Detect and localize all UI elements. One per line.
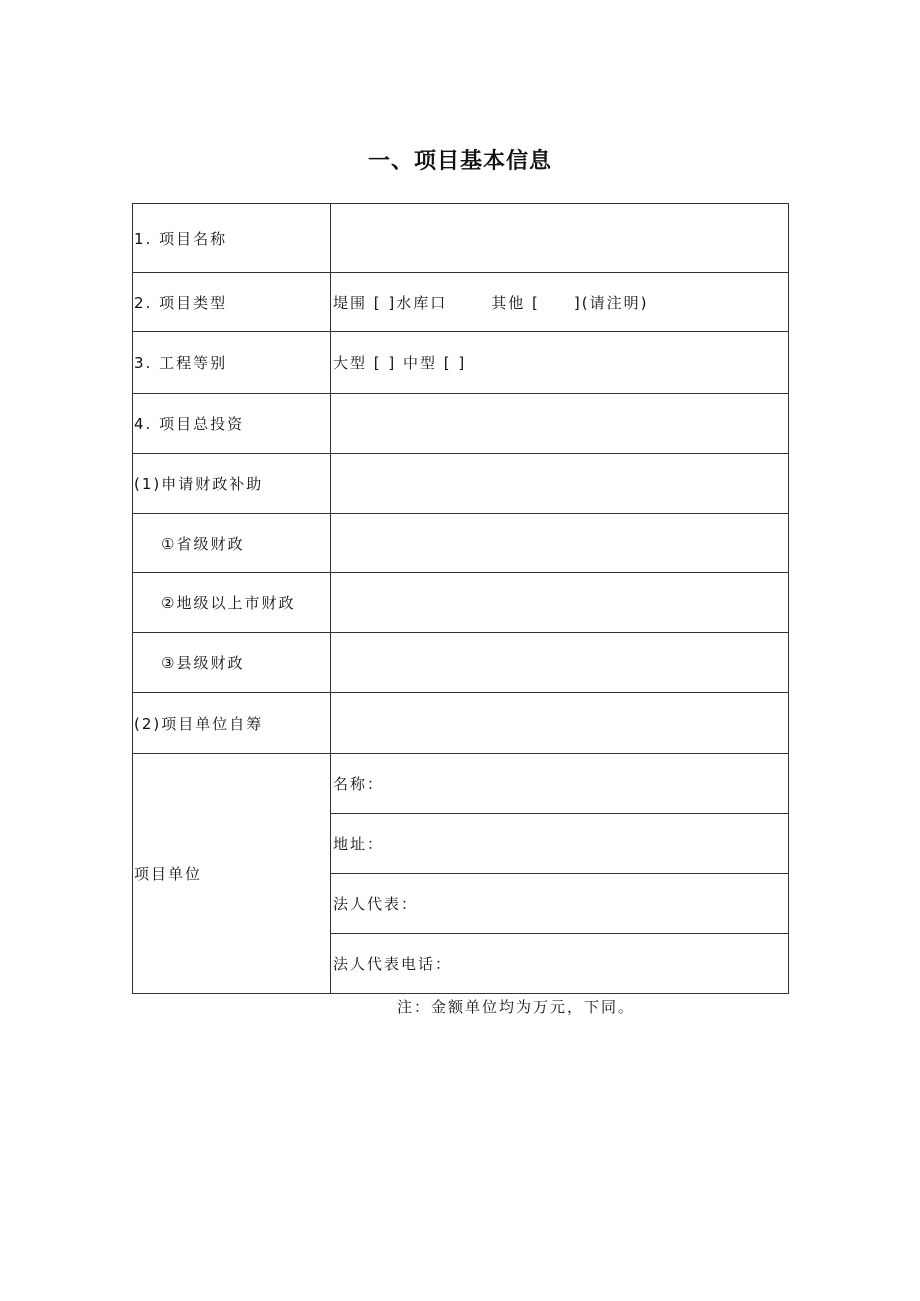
row-unit-name xyxy=(133,754,789,814)
row-project-type xyxy=(133,273,789,332)
value-project-grade xyxy=(331,332,789,394)
value-fiscal-subsidy[interactable] xyxy=(331,454,789,514)
row-project-name xyxy=(133,204,789,273)
row-self-raised xyxy=(133,693,789,754)
label-total-investment: 4. 项目总投资 xyxy=(133,394,331,454)
page-title: 一、项目基本信息 xyxy=(367,149,552,174)
value-municipal-fiscal[interactable] xyxy=(331,573,789,633)
option-levee[interactable]: 堤围 [ ] xyxy=(333,293,397,312)
row-total-investment xyxy=(133,394,789,454)
label-provincial-fiscal: ①省级财政 xyxy=(133,514,331,573)
value-total-investment[interactable] xyxy=(331,394,789,454)
value-county-fiscal[interactable] xyxy=(331,633,789,693)
row-municipal-fiscal xyxy=(133,573,789,633)
value-self-raised[interactable] xyxy=(331,693,789,754)
label-county-fiscal: ③县级财政 xyxy=(133,633,331,693)
field-unit-name[interactable]: 名称： xyxy=(331,754,789,814)
label-fiscal-subsidy: (1)申请财政补助 xyxy=(133,454,331,514)
row-project-grade xyxy=(133,332,789,394)
field-unit-address[interactable]: 地址： xyxy=(331,814,789,874)
row-fiscal-subsidy xyxy=(133,454,789,514)
label-project-name: 1. 项目名称 xyxy=(133,204,331,273)
value-provincial-fiscal[interactable] xyxy=(331,514,789,573)
field-legal-rep[interactable]: 法人代表： xyxy=(331,874,789,934)
field-legal-rep-phone[interactable]: 法人代表电话： xyxy=(331,934,789,994)
option-medium[interactable]: 中型 [ ] xyxy=(403,354,467,372)
row-provincial-fiscal xyxy=(133,514,789,573)
option-large[interactable]: 大型 [ ] xyxy=(333,354,397,372)
label-project-grade: 3. 工程等别 xyxy=(133,332,331,394)
option-reservoir[interactable]: 水库口 xyxy=(396,293,448,312)
value-project-type xyxy=(331,273,789,332)
project-info-table xyxy=(132,203,789,994)
option-other-note: (请注明) xyxy=(581,293,649,312)
option-other[interactable]: 其他 [ ] xyxy=(491,293,582,312)
label-project-type: 2. 项目类型 xyxy=(133,273,331,332)
footnote: 注：金额单位均为万元，下同。 xyxy=(397,998,636,1016)
label-project-unit: 项目单位 xyxy=(133,754,331,994)
label-municipal-fiscal: ②地级以上市财政 xyxy=(133,573,331,633)
label-self-raised: (2)项目单位自筹 xyxy=(133,693,331,754)
row-county-fiscal xyxy=(133,633,789,693)
value-project-name[interactable] xyxy=(331,204,789,273)
